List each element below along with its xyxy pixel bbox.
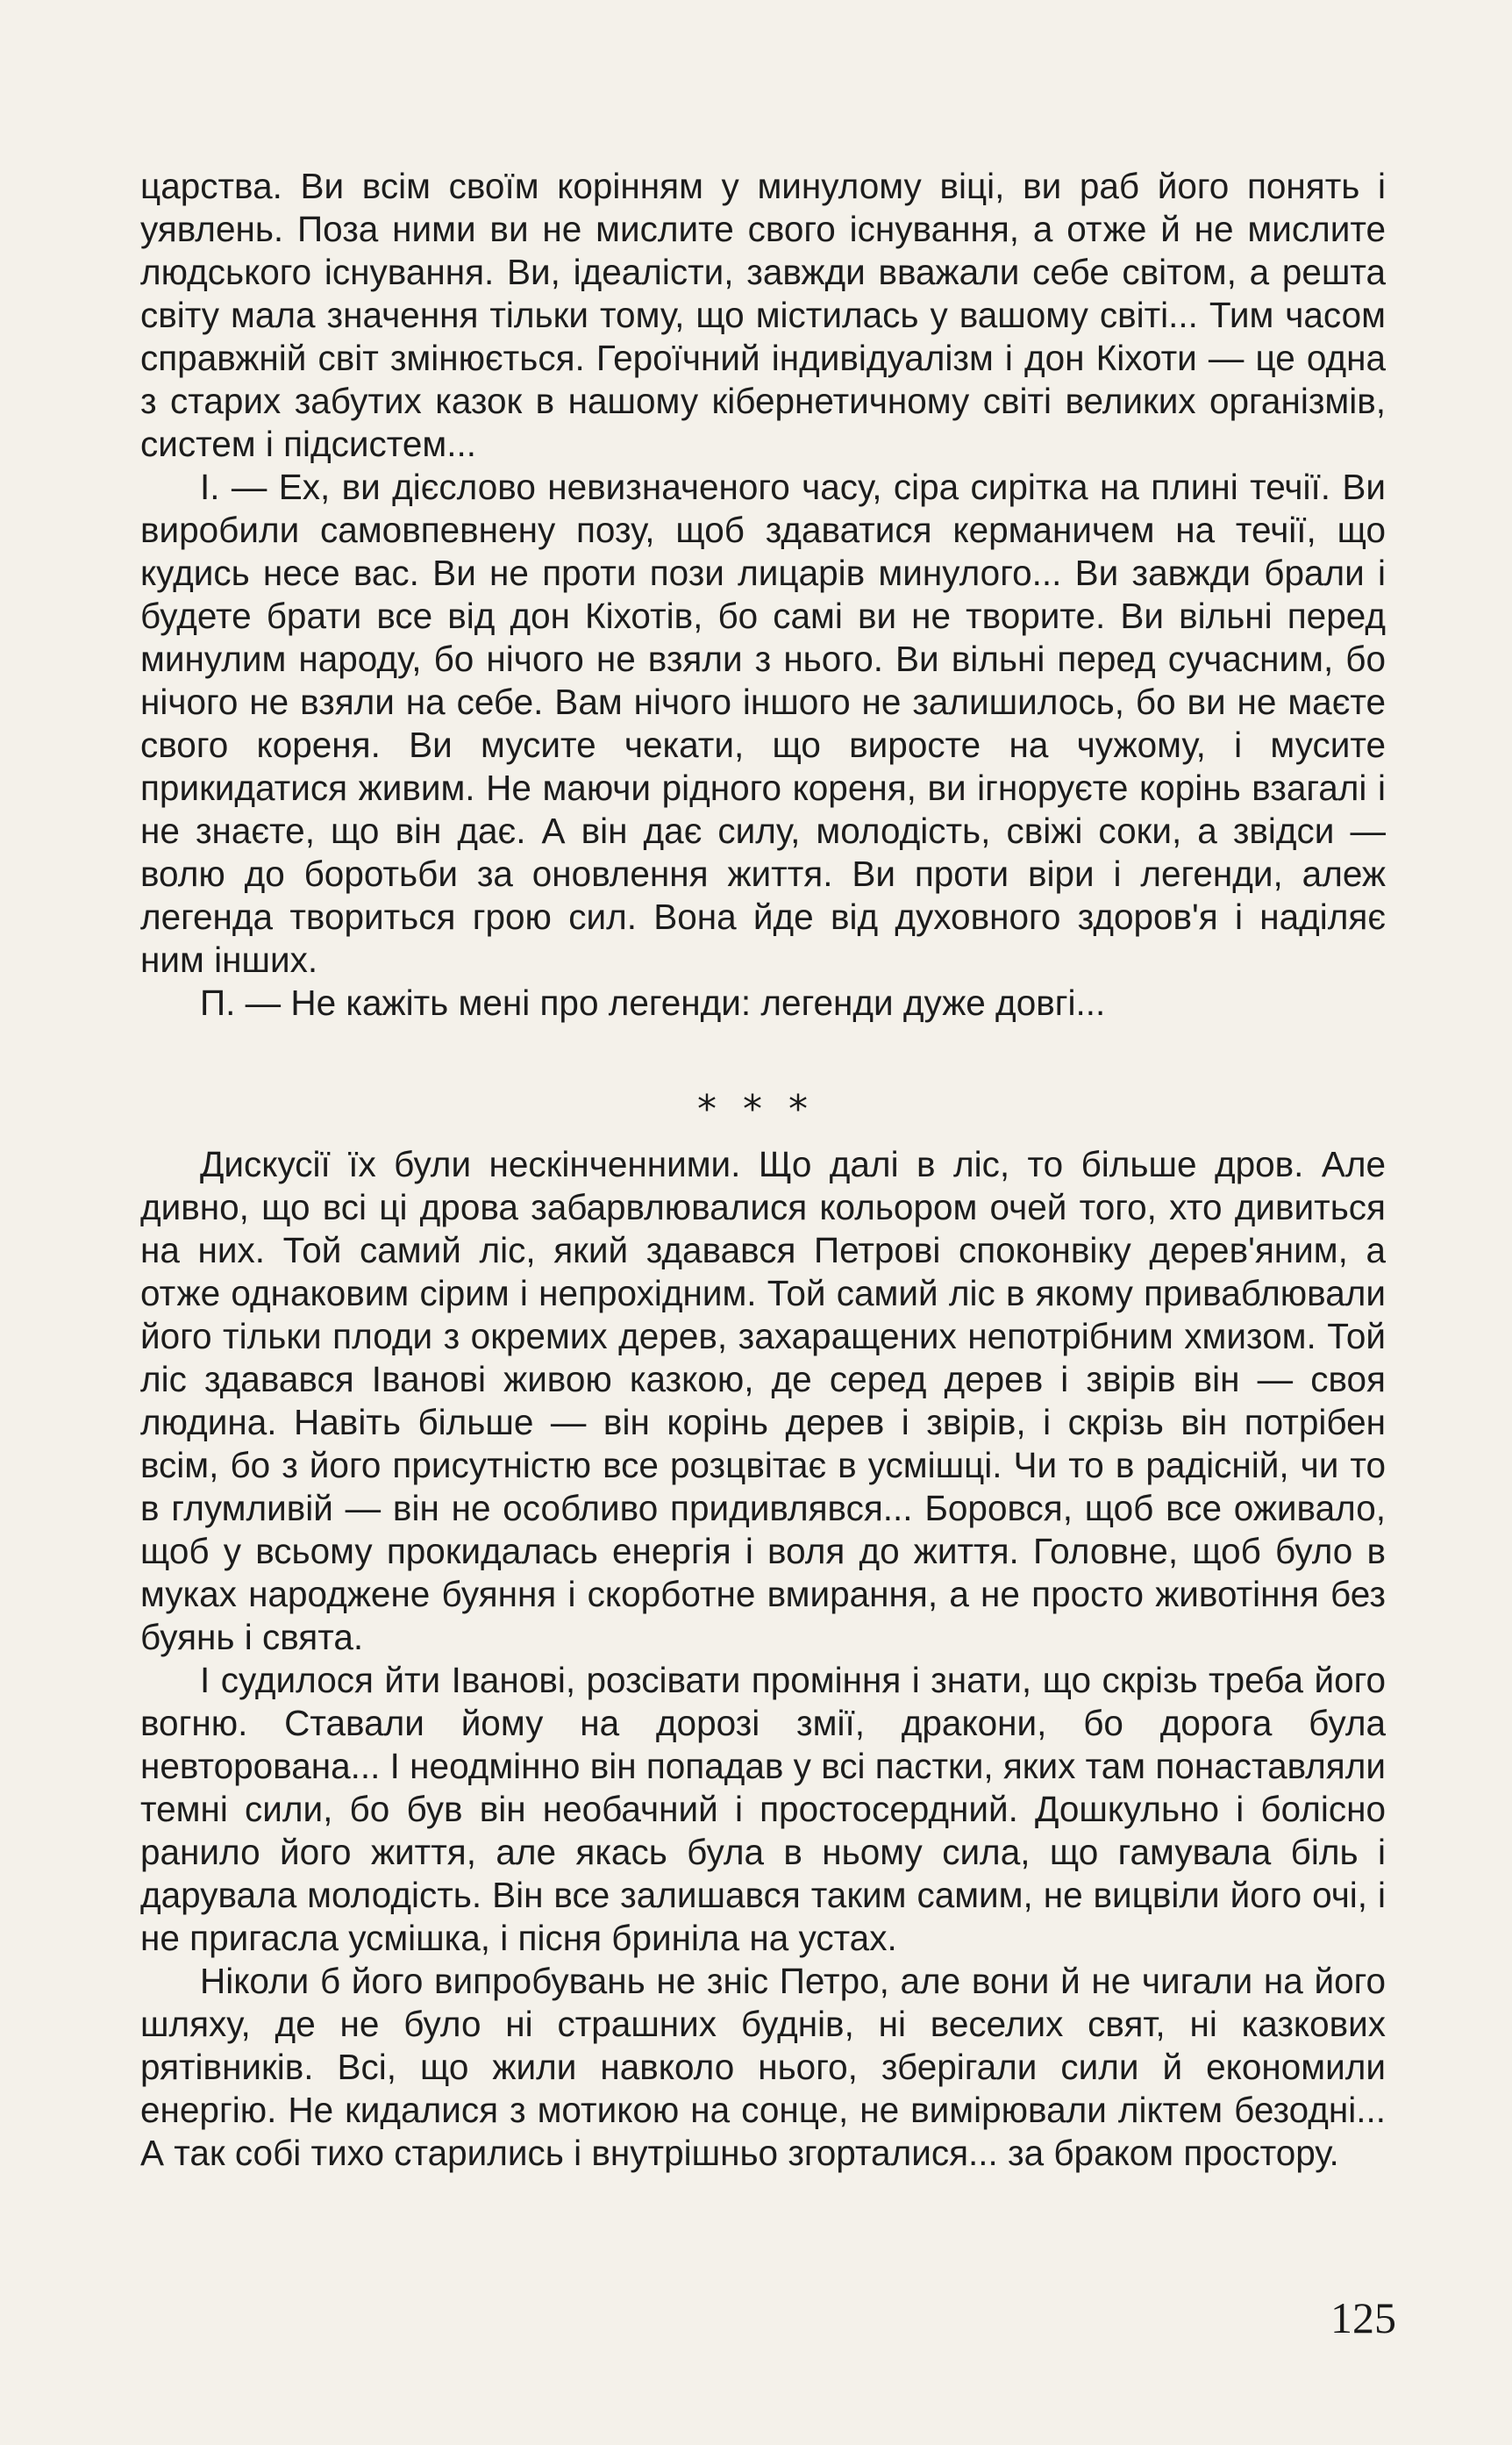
section-separator: * * *	[697, 1087, 815, 1132]
paragraph: П. — Не кажіть мені про легенди: легенди дуже довгі...	[200, 983, 1106, 1023]
paragraph: Ніколи б його випробувань не зніс Петро, але вони й не чигали на його шляху, де не було ні страшних буднів, ні веселих свят, ні казкових рятівників. Всі, що жили навколо нього, зберігали сили й економили енергію. Не кидалися з мотикою на сонце, не вимірювали ліктем безодні... А так собі тихо старились і внутрішньо згорталися... за браком простору.	[140, 1961, 1386, 2173]
paragraph: царства. Ви всім своїм корінням у минулому віці, ви раб його понять і уявлень. Поза ними ви не мислите свого існування, а отже й не мислите людського існування. Ви, ідеалісти, завжди вважали себе світом, а решта світу мала значення тільки тому, що містилась у вашому світі... Тим часом справжній світ змінюється. Героїчний індивідуалізм і дон Кіхоти — це одна з старих забутих казок в нашому кібернетичному світі великих організмів, систем і підсистем...	[140, 166, 1386, 464]
paragraph: І судилося йти Іванові, розсівати проміння і знати, що скрізь треба його вогню. Ставали йому на дорозі змії, дракони, бо дорога була невторована... І неодмінно він попадав у всі пастки, яких там понаставляли темні сили, бо був він необачний і простосердний. Дошкульно і болісно ранило його життя, але якась була в ньому сила, що гамувала біль і дарувала молодість. Він все залишався таким самим, не вицвіли його очі, і не пригасла усмішка, і пісня бриніла на устах.	[140, 1660, 1386, 1958]
paragraph: І. — Ех, ви дієслово невизначеного часу, сіра сирітка на плині течії. Ви виробили самовпевнену позу, щоб здаватися керманичем на течії, що кудись несе вас. Ви не проти пози лицарів минулого... Ви завжди брали і будете брати все від дон Кіхотів, бо самі ви не творите. Ви вільні перед минулим народу, бо нічого не взяли з нього. Ви вільні перед сучасним, бо нічого не взяли на себе. Вам нічого іншого не залишилось, бо ви не маєте свого кореня. Ви мусите чекати, що виросте на чужому, і мусите прикидатися живим. Не маючи рідного кореня, ви ігноруєте корінь взагалі і не знаєте, що він дає. А він дає силу, молодість, свіжі соки, а звідси — волю до боротьби за оновлення життя. Ви проти віри і легенди, алеж легенда твориться грою сил. Вона йде від духовного здоров'я і наділяє ним інших.	[140, 467, 1386, 980]
page-number: 125	[1330, 2293, 1396, 2342]
paragraph: Дискусії їх були нескінченними. Що далі в ліс, то більше дров. Але дивно, що всі ці дрова забарвлювалися кольором очей того, хто дивиться на них. Той самий ліс, який здавався Петрові споконвіку дерев'яним, а отже однаковим сірим і непрохідним. Той самий ліс в якому приваблювали його тільки плоди з окремих дерев, захаращених непотрібним хмизом. Той ліс здавався Іванові живою казкою, де серед дерев і звірів він — своя людина. Навіть більше — він корінь дерев і звірів, і скрізь він потрібен всім, бо з його присутністю все розцвітає в усмішці. Чи то в радісній, чи то в глумливій — він не особливо придивлявся... Боровся, щоб все оживало, щоб у всьому прокидалась енергія і воля до життя. Головне, щоб було в муках народжене буяння і скорботне вмирання, а не просто животіння без буянь і свята.	[140, 1144, 1386, 1657]
text-block-bottom	[140, 1143, 1386, 2175]
text-block-top	[140, 165, 1386, 1025]
